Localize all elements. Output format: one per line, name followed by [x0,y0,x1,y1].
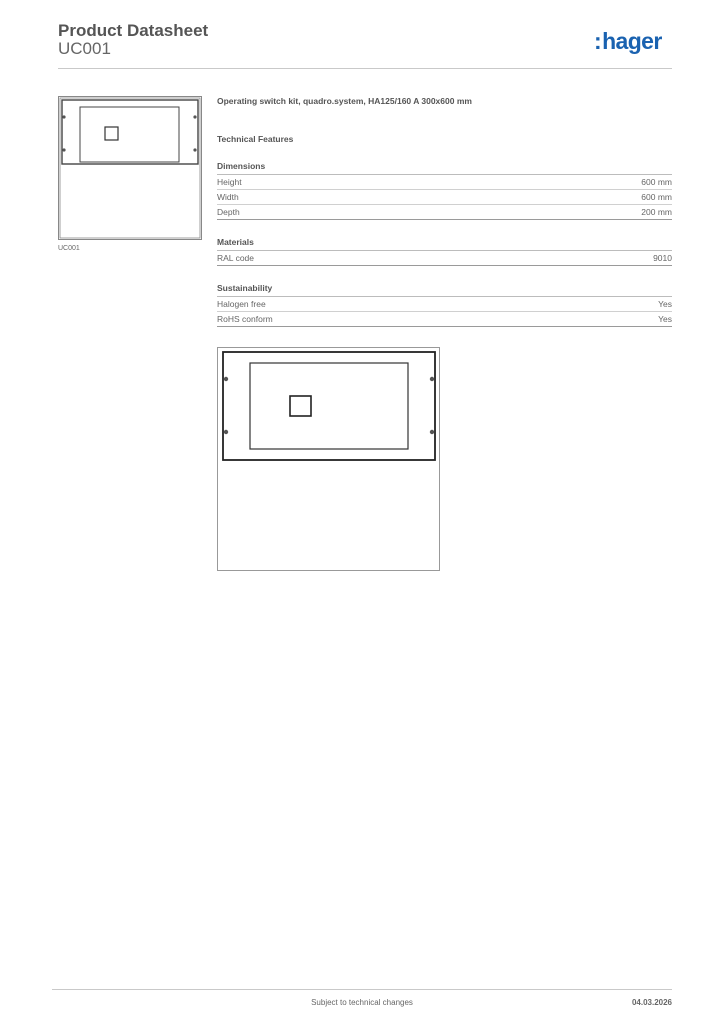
switch-kit-thumbnail-drawing [59,97,201,239]
footer-divider [52,989,672,990]
table-row [217,205,672,220]
product-title: Operating switch kit, quadro.system, HA125/160 A 300x600 mm [217,96,472,106]
row-label: Halogen free [217,299,266,309]
sustainability-heading: Sustainability [217,283,672,297]
technical-features-heading: Technical Features [217,134,294,144]
main-content [217,96,672,356]
table-row [217,175,672,190]
table-row [217,190,672,205]
page-title: Product Datasheet [58,21,209,40]
footer-date: 04.03.2026 [631,998,672,1007]
row-value: Yes [658,314,672,324]
row-label: Height [217,177,242,187]
row-label: Depth [217,207,240,217]
table-row [217,312,672,327]
row-value: Yes [658,299,672,309]
table-row [217,297,672,312]
logo-text: hager [602,28,662,54]
row-value: 600 mm [641,192,672,202]
footer-note: Subject to technical changes [311,998,413,1007]
logo-colon-icon: : [594,28,602,54]
row-value: 200 mm [641,207,672,217]
technical-drawing [217,347,440,571]
product-thumbnail [58,96,202,240]
row-label: RAL code [217,253,255,263]
dimensions-heading: Dimensions [217,161,672,175]
thumbnail-caption: UC001 [58,245,80,252]
row-label: RoHS conform [217,314,273,324]
row-label: Width [217,192,239,202]
materials-heading: Materials [217,237,672,251]
hager-logo [594,28,662,55]
header-divider [58,68,672,69]
table-row [217,251,672,266]
switch-kit-drawing [218,348,439,570]
row-value: 9010 [653,253,672,263]
product-code: UC001 [58,39,111,58]
row-value: 600 mm [641,177,672,187]
